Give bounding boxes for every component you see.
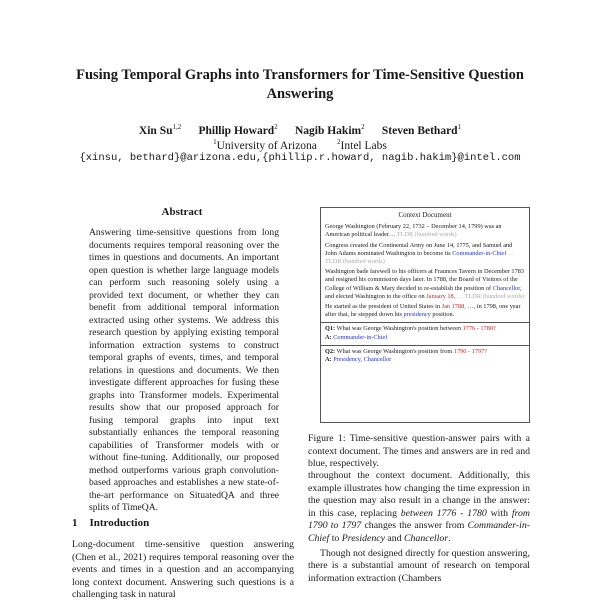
answer-highlight: Presidency, Chancellor bbox=[333, 356, 392, 364]
body-text: and bbox=[387, 532, 402, 544]
body-text: throughout the context document. Additionally, this example illustrates how changing the time expression in the question may also result in a change in the answer: in this case, replacing bbox=[308, 470, 530, 519]
answer-label: A: bbox=[325, 356, 332, 364]
time-highlight: 1776 - 1780? bbox=[462, 325, 496, 333]
context-paragraph bbox=[321, 266, 529, 301]
figure-context-box bbox=[320, 207, 530, 423]
right-column-text bbox=[308, 470, 530, 585]
question-text: What was George Washington's position from bbox=[336, 347, 453, 355]
author-affil-mark: 1,2 bbox=[172, 123, 182, 131]
omission-note: … TLDR (hundred words) bbox=[456, 292, 525, 300]
body-text: with bbox=[490, 507, 508, 519]
section-heading-introduction bbox=[72, 517, 149, 529]
italic-phrase: Commander-in-Chief bbox=[308, 520, 530, 544]
author-name: Phillip Howard bbox=[198, 124, 275, 137]
context-paragraph bbox=[321, 240, 529, 267]
context-document-title: Context Document bbox=[398, 211, 452, 219]
paper-title: Fusing Temporal Graphs into Transformers for Time-Sensitive Question Answering bbox=[76, 67, 524, 102]
author-affil-mark: 2 bbox=[361, 123, 365, 131]
figure-caption: Figure 1: Time-sensitive question-answer pairs with a context document. The times and answers are in red and blue, respectively. bbox=[308, 433, 530, 470]
italic-phrase: Presidency bbox=[341, 532, 385, 544]
context-text: George Washington (February 22, 1732 – December 14, 1799) was an American political leader… bbox=[325, 223, 502, 239]
context-text: …, in 1798, one year after that, he stepped down his bbox=[325, 303, 521, 319]
context-text: position. bbox=[432, 311, 455, 319]
author-name: Xin Su bbox=[138, 124, 173, 137]
time-highlight: Jan 1788, bbox=[441, 303, 466, 311]
affiliation: Intel Labs bbox=[340, 139, 387, 152]
section-number: 1 bbox=[72, 517, 78, 529]
body-paragraph: Though not designed directly for question answering, there is a substantial amount of research on temporal information extraction (Chambers bbox=[308, 547, 530, 584]
answer-label: A: bbox=[325, 333, 332, 341]
body-text: to bbox=[331, 532, 340, 544]
body-text: . bbox=[448, 532, 451, 544]
body-paragraph bbox=[308, 470, 530, 546]
answer-highlight: Commander-in-Chief bbox=[452, 249, 507, 257]
context-paragraph bbox=[321, 221, 529, 239]
omission-note: … TLDR (hundred words) bbox=[325, 249, 515, 266]
question-text: What was George Washington's position between bbox=[336, 325, 462, 333]
author-affil-mark: 2 bbox=[274, 123, 278, 131]
author-emails: {xinsu, bethard}@arizona.edu,{phillip.r.howard, nagib.hakim}@intel.com bbox=[79, 152, 521, 164]
qa-pair bbox=[321, 346, 529, 364]
answer-highlight: Commander-in-Chief bbox=[333, 333, 388, 341]
introduction-text: Long-document time-sensitive question answering (Chen et al., 2021) requires temporal reasoning over the events and times in a question and an accompanying long context document. Answering such questions is a challenging task in natural bbox=[72, 539, 294, 601]
question-label: Q1: bbox=[325, 325, 336, 333]
context-text: , and elected Washington to the office on bbox=[325, 284, 522, 300]
italic-phrase: from 1790 to 1797 bbox=[308, 507, 530, 532]
answer-highlight: Chancellor bbox=[492, 284, 521, 292]
body-text: changes the answer from bbox=[364, 520, 465, 532]
section-title: Introduction bbox=[89, 517, 150, 529]
context-text: Congress created the Continental Army on June 14, 1775, and Samuel and John Adams nominated Washington to become its bbox=[325, 241, 513, 257]
author-name: Nagib Hakim bbox=[294, 124, 362, 137]
time-highlight: January 18, bbox=[426, 292, 456, 300]
affil-mark: 1 bbox=[213, 138, 217, 146]
author-name: Steven Bethard bbox=[381, 124, 458, 137]
italic-phrase: between 1776 - 1780 bbox=[400, 507, 487, 519]
context-text: He started as the president of United States in bbox=[325, 303, 441, 311]
context-text: Washington bade farewell to his officers at Fraunces Tavern in December 1783 and resigned his commission days later. In 1788, the Board of Visitors of the College of William & Mary decided to re-establish the position of bbox=[325, 268, 525, 292]
qa-pair bbox=[321, 323, 529, 341]
omission-note: TLDR (hundred words) bbox=[396, 231, 457, 239]
question-label: Q2: bbox=[325, 347, 336, 355]
italic-phrase: Chancellor bbox=[404, 532, 449, 544]
time-highlight: 1790 - 1797? bbox=[453, 347, 488, 355]
author-affil-mark: 1 bbox=[457, 123, 462, 131]
answer-highlight: presidency bbox=[403, 311, 431, 319]
affil-mark: 2 bbox=[337, 138, 341, 146]
context-paragraph bbox=[321, 301, 529, 319]
abstract-text: Answering time-sensitive questions from long documents requires temporal reasoning over the times in questions and documents. An important open question is whether large language models can perform such reasoning solely using a provided text document, or whether they can benefit from additional temporal information extracted using other systems. We address this research question by applying existing temporal information extraction systems to construct temporal graphs of events, times, and temporal relations in questions and documents. We then investigate different approaches for fusing these graphs into Transformer models. Experimental results show that our proposed approach for fusing temporal graphs into input text substantially enhances the temporal reasoning capabilities of Transformer models with or without fine-tuning. Additionally, our proposed method outperforms various graph convolution-based approaches and establishes a new state-of-the-art performance on SituatedQA and three splits of TimeQA. bbox=[89, 227, 279, 513]
abstract-heading: Abstract bbox=[161, 206, 203, 218]
affiliation: University of Arizona bbox=[216, 139, 317, 152]
